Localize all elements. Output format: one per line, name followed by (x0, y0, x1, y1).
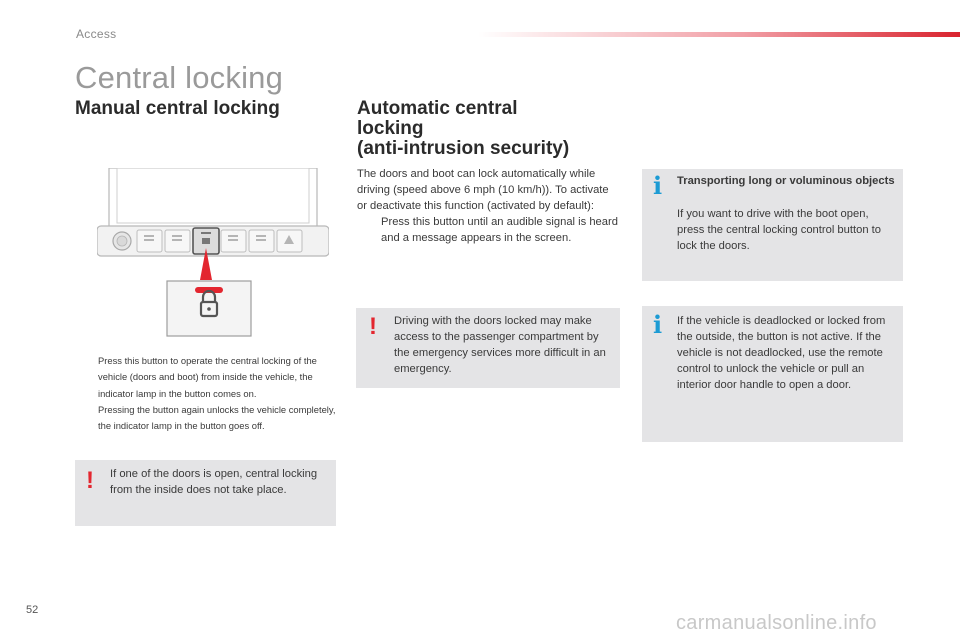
central-locking-button-illustration (97, 168, 329, 338)
bullet-item (76, 353, 338, 402)
section-tag: Access (76, 27, 117, 41)
bullet-item (76, 402, 338, 435)
header-accent-bar (478, 32, 960, 37)
info-text: If you want to drive with the boot open, press the central locking control button to lock the doors. (677, 208, 881, 252)
bullet-text: Pressing the button again unlocks the vehicle completely, the indicator lamp in the button goes off. (98, 403, 336, 432)
info-box-deadlocked (642, 306, 903, 442)
automatic-heading-line: Automatic central (357, 98, 518, 119)
watermark: carmanualsonline.info (676, 612, 877, 634)
page-title: Central locking (75, 60, 284, 95)
info-box-voluminous-objects (642, 169, 903, 281)
automatic-paragraph: The doors and boot can lock automatically while driving (speed above 6 mph (10 km/h)). To activate or deactivate this function (activated by default): (357, 168, 609, 212)
automatic-heading (357, 99, 569, 159)
bullet-item (357, 214, 619, 246)
automatic-body (357, 166, 619, 246)
warning-icon: ! (86, 467, 94, 494)
page-number: 52 (26, 604, 39, 616)
info-icon: i (653, 171, 663, 200)
automatic-heading-line: locking (357, 118, 424, 139)
manual-bullet-list (76, 353, 338, 434)
manual-heading: Manual central locking (75, 98, 280, 119)
automatic-heading-line: (anti-intrusion security) (357, 138, 570, 159)
bullet-text: Press this button until an audible signal is heard and a message appears in the screen. (381, 216, 618, 244)
warning-box-emergency-access (356, 308, 620, 388)
warning-text: Driving with the doors locked may make access to the passenger compartment by the emergency services more difficult in an emergency. (394, 315, 606, 375)
warning-icon: ! (369, 313, 377, 340)
info-title: Transporting long or voluminous objects (677, 175, 895, 187)
warning-text: If one of the doors is open, central locking from the inside does not take place. (110, 468, 318, 496)
bullet-text: Press this button to operate the central locking of the vehicle (doors and boot) from inside the vehicle, the indicator lamp in the button comes on. (98, 355, 317, 399)
info-icon: i (653, 310, 663, 339)
info-text: If the vehicle is deadlocked or locked from the outside, the button is not active. If the vehicle is not deadlocked, use the remote control to unlock the vehicle or pull an interior door handle to open a door. (677, 315, 886, 391)
warning-box-door-open (75, 460, 336, 526)
